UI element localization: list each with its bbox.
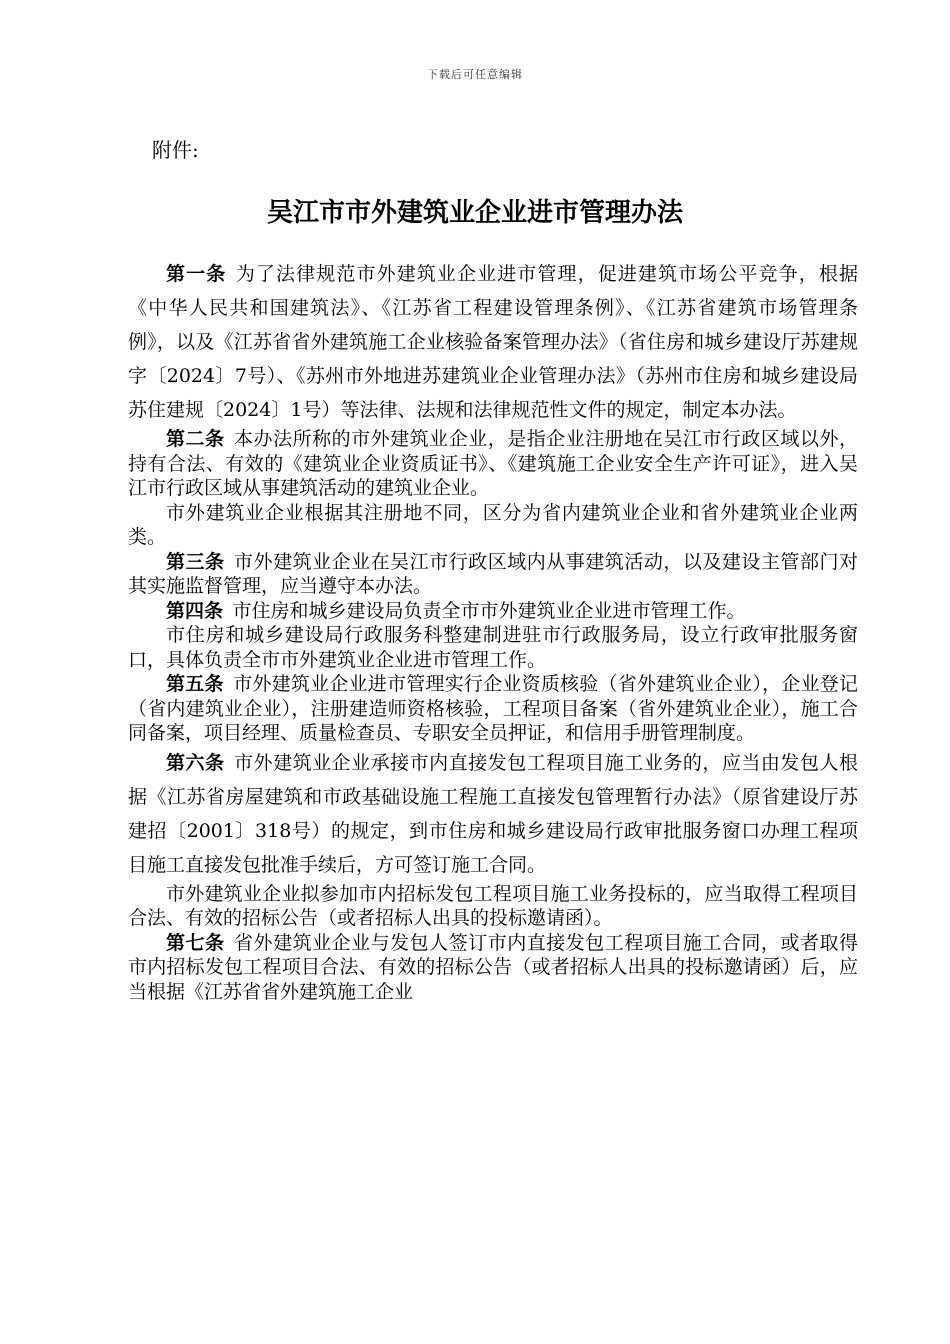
paragraph-text: 市住房和城乡建设局行政服务科整建制进驻市行政服务局，设立行政审批服务窗口，具体负责全市市外建筑业企业进市管理工作。 [128, 624, 858, 671]
paragraph-text: 为了法律规范市外建筑业企业进市管理，促进建筑市场公平竞争，根据《中华人民共和国建筑法》、《江苏省工程建设管理条例》、《江苏省建筑市场管理条例》，以及《江苏省省外建筑施工企业核验备案管理办法》（省住房和城乡建设厅苏建规字〔2024〕7号）、《苏州市外地进苏建筑业企业管理办法》（苏州市住房和城乡建设局苏住建规〔2024〕1号）等法律、法规和法律规范性文件的规定，制定本办法。 [128, 263, 858, 421]
page-header: 下载后可任意编辑 [427, 68, 523, 81]
paragraph-article-6-sub [128, 882, 858, 931]
paragraph-article-1 [128, 257, 858, 427]
document-body [128, 257, 858, 1004]
paragraph-article-6 [128, 746, 858, 882]
article-number: 第二条 [166, 428, 225, 450]
paragraph-text: 本办法所称的市外建筑业企业，是指企业注册地在吴江市行政区域以外，持有合法、有效的《建筑业企业资质证书》、《建筑施工企业安全生产许可证》，进入吴江市行政区域从事建筑活动的建筑业企业。 [128, 428, 858, 499]
paragraph-text: 市住房和城乡建设局负责全市市外建筑业企业进市管理工作。 [232, 599, 746, 622]
paragraph-text: 省外建筑业企业与发包人签订市内直接发包工程项目施工合同，或者取得市内招标发包工程项目合法、有效的招标公告（或者招标人出具的投标邀请函）后，应当根据《江苏省省外建筑施工企业 [128, 931, 858, 1003]
article-number: 第五条 [166, 673, 224, 695]
paragraph-text: 市外建筑业企业承接市内直接发包工程项目施工业务的，应当由发包人根据《江苏省房屋建筑和市政基础设施工程施工直接发包管理暂行办法》（原省建设厅苏建招〔2001〕318号）的规定，到市住房和城乡建设局行政审批服务窗口办理工程项目施工直接发包批准手续后，方可签订施工合同。 [128, 751, 858, 876]
article-number: 第四条 [166, 599, 224, 622]
attachment-label: 附件: [152, 138, 199, 162]
article-number: 第三条 [166, 550, 225, 573]
article-number: 第六条 [166, 751, 225, 774]
paragraph-article-4 [128, 599, 858, 624]
article-number: 第七条 [166, 931, 225, 954]
document-title: 吴江市市外建筑业企业进市管理办法 [266, 198, 683, 228]
paragraph-text: 市外建筑业企业进市管理实行企业资质核验（省外建筑业企业），企业登记（省内建筑业企业），注册建造师资格核验，工程项目备案（省外建筑业企业），施工合同备案，项目经理、质量检查员、专职安全员押证，和信用手册管理制度。 [128, 673, 858, 744]
paragraph-article-3 [128, 550, 858, 599]
paragraph-text: 市外建筑业企业根据其注册地不同，区分为省内建筑业企业和省外建筑业企业两类。 [128, 501, 858, 548]
paragraph-article-7 [128, 931, 858, 1005]
paragraph-article-4-sub [128, 623, 858, 672]
paragraph-article-5 [128, 672, 858, 746]
paragraph-article-2-sub [128, 501, 858, 550]
paragraph-text: 市外建筑业企业拟参加市内招标发包工程项目施工业务投标的，应当取得工程项目合法、有效的招标公告（或者招标人出具的投标邀请函）。 [128, 882, 858, 929]
article-number: 第一条 [166, 263, 227, 285]
paragraph-article-2 [128, 427, 858, 501]
paragraph-text: 市外建筑业企业在吴江市行政区域内从事建筑活动，以及建设主管部门对其实施监督管理，应当遵守本办法。 [128, 550, 858, 597]
